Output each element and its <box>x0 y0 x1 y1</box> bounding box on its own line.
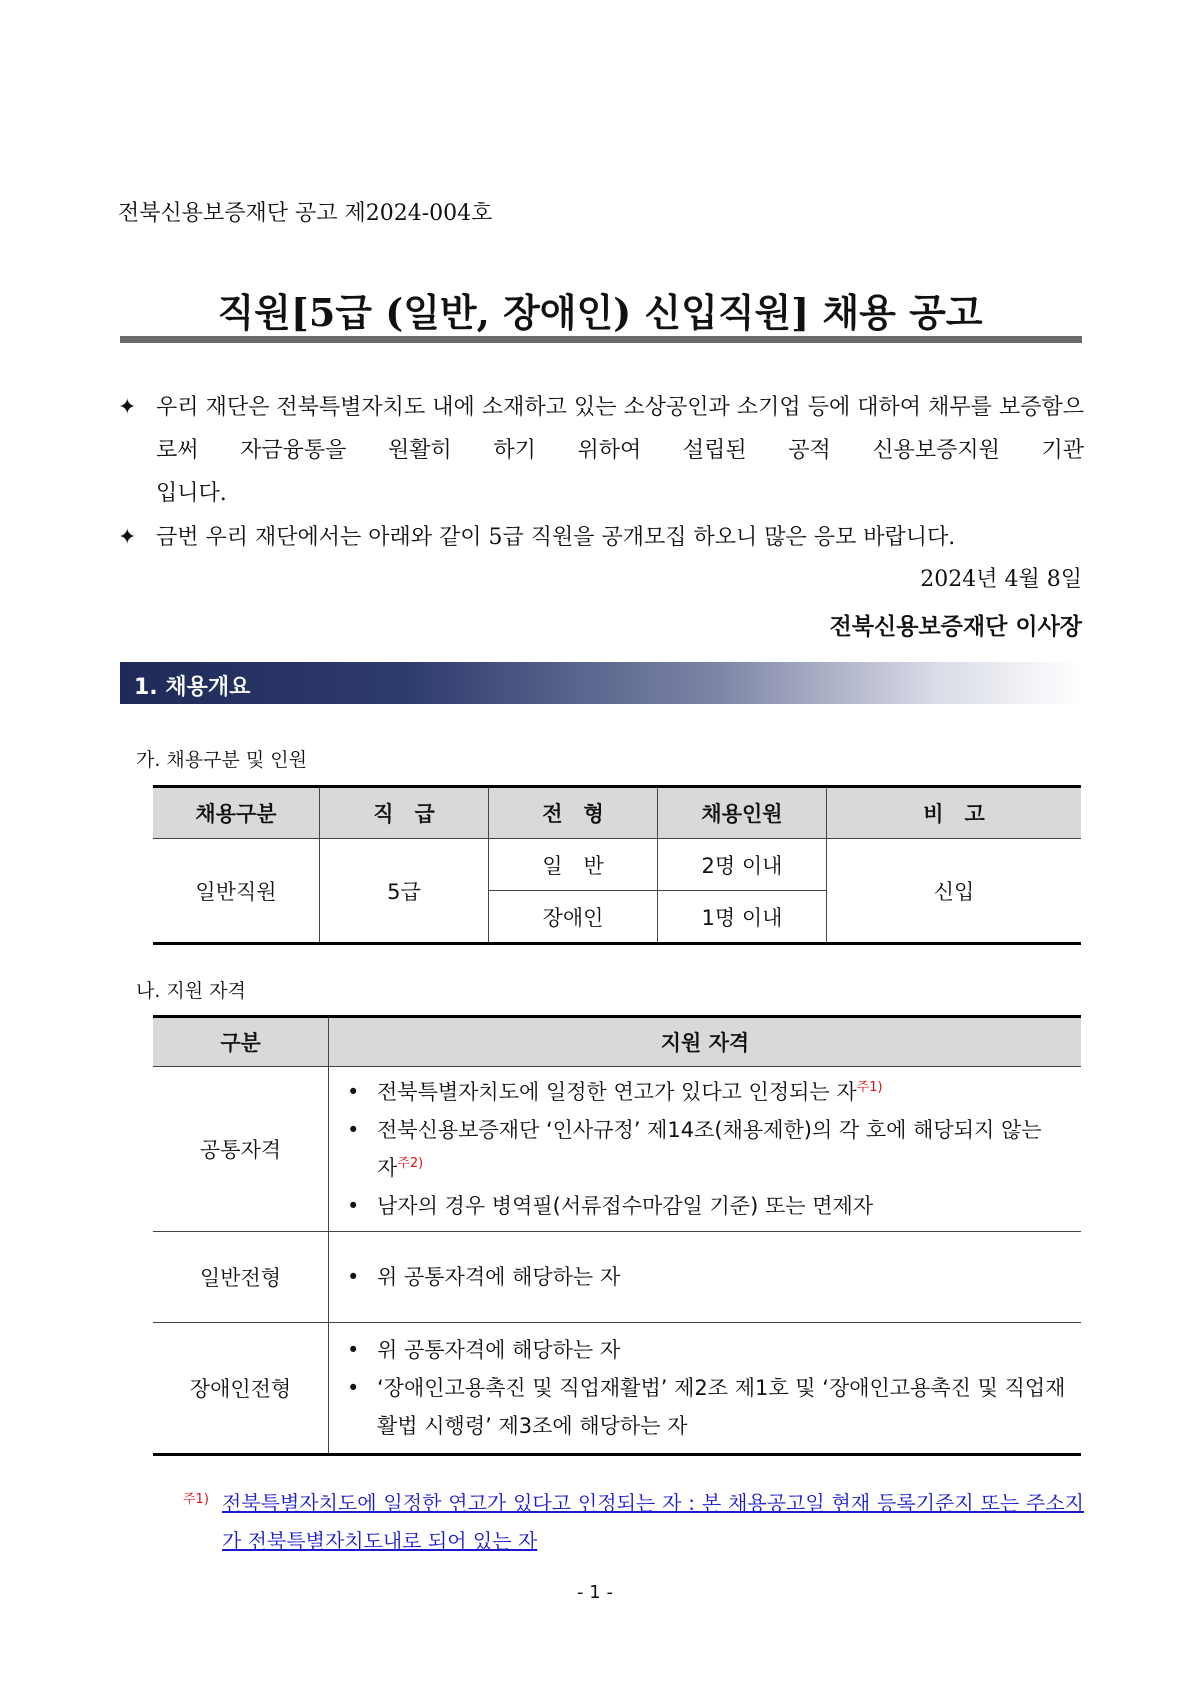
item-text: ‘장애인고용촉진 및 직업재활법’ 제2조 제1호 및 ‘장애인고용촉진 및 직업재활법 시행령’ 제3조에 해당하는 자 <box>377 1376 1066 1438</box>
notice-number: 전북신용보증재단 공고 제2024-004호 <box>118 201 493 226</box>
table-cell-category: 일반전형 <box>153 1232 329 1323</box>
footnote-ref: 주2) <box>397 1156 424 1171</box>
section-title: 1. 채용개요 <box>134 675 251 700</box>
footnote-ref: 주1) <box>856 1080 883 1095</box>
item-text: 전북신용보증재단 ‘인사규정’ 제14조(채용제한)의 각 호에 해당되지 않는 자 <box>377 1118 1042 1180</box>
table-cell-note: 신입 <box>827 839 1082 944</box>
table-row <box>153 1067 1081 1232</box>
table-header: 채용인원 <box>658 787 827 839</box>
table-cell-items <box>329 1323 1082 1455</box>
footnote-text: 전북특별자치도에 일정한 연고가 있다고 인정되는 자 : 본 채용공고일 현재 등록기준지 또는 주소지가 전북특별자치도내로 되어 있는 자 <box>222 1491 1084 1553</box>
table-header: 구분 <box>153 1017 329 1067</box>
table-header: 비 고 <box>827 787 1082 839</box>
intro-paragraph-2 <box>118 516 1084 559</box>
recruitment-table <box>153 785 1081 945</box>
intro-text-2: 금번 우리 재단에서는 아래와 같이 5급 직원을 공개모집 하오니 많은 응모 바랍니다. <box>156 525 956 550</box>
title-divider <box>120 336 1082 343</box>
list-item <box>343 1111 1067 1187</box>
list-item <box>343 1258 1067 1296</box>
table-header: 전 형 <box>489 787 658 839</box>
diamond-star-icon: ✦ <box>118 525 137 550</box>
subheading-a: 가. 채용구분 및 인원 <box>136 749 307 771</box>
table-cell-count: 2명 이내 <box>658 839 827 891</box>
intro-paragraph-1 <box>118 386 1084 515</box>
intro-text-1-end: 입니다. <box>156 481 227 506</box>
list-item <box>343 1187 1067 1225</box>
footnote-mark: 주1) <box>183 1492 209 1507</box>
signer: 전북신용보증재단 이사장 <box>829 614 1082 640</box>
subheading-b: 나. 지원 자격 <box>136 980 246 1002</box>
item-text: 위 공통자격에 해당하는 자 <box>377 1265 621 1289</box>
item-text: 남자의 경우 병역필(서류접수마감일 기준) 또는 면제자 <box>377 1194 874 1218</box>
table-cell-type: 일 반 <box>489 839 658 891</box>
table-header: 채용구분 <box>153 787 320 839</box>
list-item <box>343 1369 1067 1445</box>
notice-date: 2024년 4월 8일 <box>920 567 1082 592</box>
qualification-table <box>153 1015 1081 1456</box>
section-header-bar <box>120 662 1080 704</box>
table-header-row <box>153 787 1081 839</box>
table-cell-type: 장애인 <box>489 891 658 944</box>
page-number: - 1 - <box>577 1582 613 1603</box>
table-cell-category: 일반직원 <box>153 839 320 944</box>
table-row <box>153 1323 1081 1455</box>
item-text: 위 공통자격에 해당하는 자 <box>377 1338 621 1362</box>
table-header: 지원 자격 <box>329 1017 1082 1067</box>
table-cell-items <box>329 1067 1082 1232</box>
table-cell-count: 1명 이내 <box>658 891 827 944</box>
intro-text-1: 우리 재단은 전북특별자치도 내에 소재하고 있는 소상공인과 소기업 등에 대하여 채무를 보증함으로써 자금융통을 원활히 하기 위하여 설립된 공적 신용보증지원 기관 <box>156 395 1084 463</box>
list-item <box>343 1331 1067 1369</box>
table-cell-category: 공통자격 <box>153 1067 329 1232</box>
table-cell-category: 장애인전형 <box>153 1323 329 1455</box>
page-title: 직원[5급 (일반, 장애인) 신입직원] 채용 공고 <box>217 290 983 335</box>
diamond-star-icon: ✦ <box>118 395 137 420</box>
table-header: 직 급 <box>320 787 489 839</box>
table-row <box>153 1232 1081 1323</box>
list-item <box>343 1073 1067 1111</box>
table-cell-items <box>329 1232 1082 1323</box>
table-header-row <box>153 1017 1081 1067</box>
table-cell-grade: 5급 <box>320 839 489 944</box>
item-text: 전북특별자치도에 일정한 연고가 있다고 인정되는 자 <box>377 1080 857 1104</box>
table-row <box>153 839 1081 891</box>
